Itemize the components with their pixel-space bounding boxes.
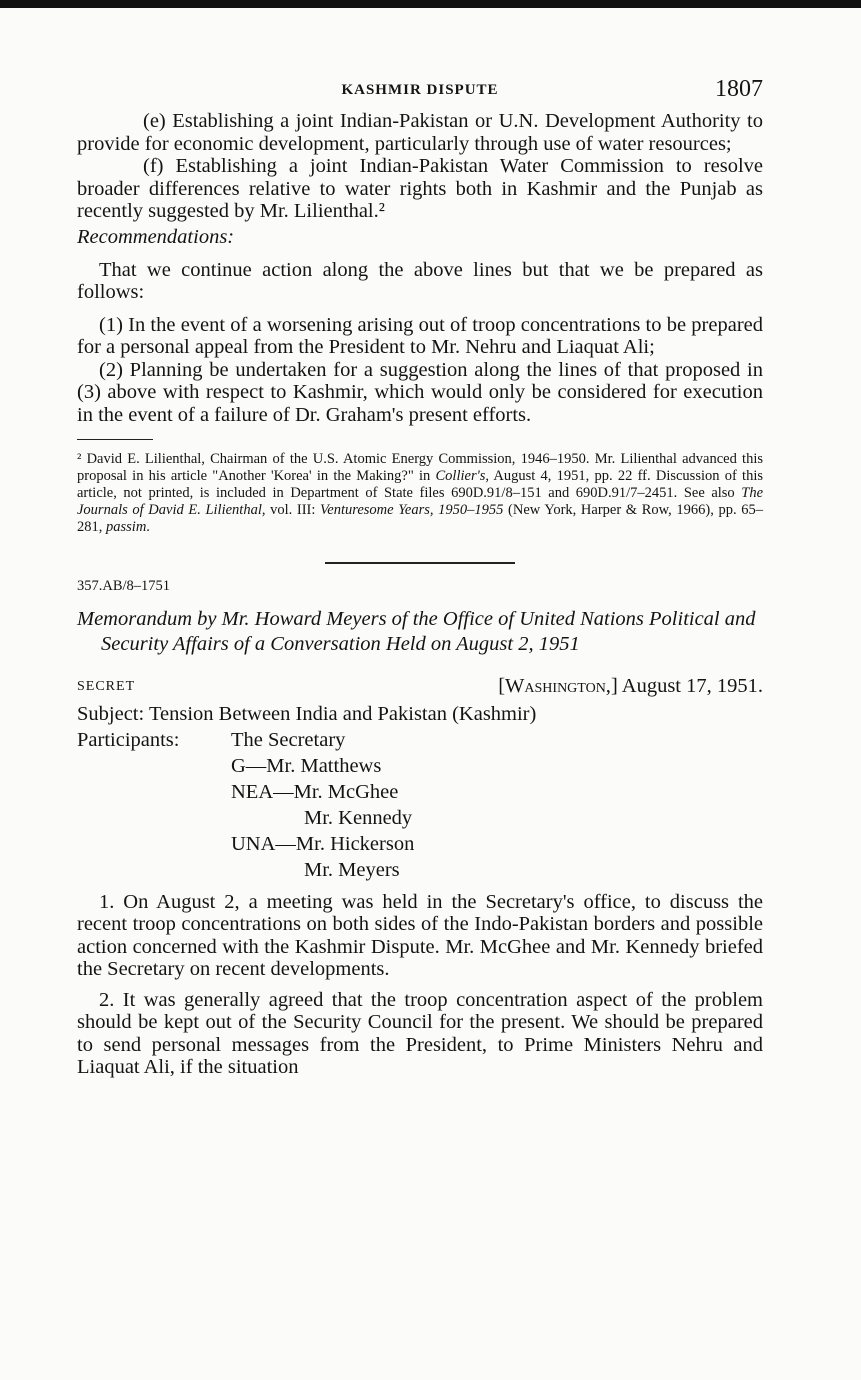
- paragraph-f: (f) Establishing a joint Indian-Pakistan Water Commission to resolve broader differences relative to water rights both in Kashmir and the Punjab as recently suggested by Mr. Lilienthal.²: [77, 155, 763, 222]
- memo-date: [498, 675, 763, 698]
- footnote-venturesome: Venturesome Years, 1950–1955: [320, 502, 504, 518]
- participant-item: UNA—Mr. Hickerson: [231, 832, 415, 855]
- memo-place: Washington,: [505, 674, 611, 697]
- footnote-text-1: ² David E. Lilienthal, Chairman of the U.S. Atomic Energy Commission, 1946–1950. Mr. Lilienthal advanced this proposal in his article "Another 'Korea' in the Making?" in: [77, 451, 763, 484]
- recommendations-body: [77, 259, 763, 427]
- dateline: [77, 675, 763, 701]
- footnote-passim: passim: [106, 519, 147, 535]
- page-number: 1807: [715, 76, 763, 102]
- footnote-text-4: (New York, Harper & Row, 1966), pp. 65–281,: [77, 502, 763, 535]
- recommendations-heading: Recommendations:: [77, 225, 235, 248]
- footnote-divider: [77, 439, 153, 440]
- classification-label: SECRET: [77, 678, 136, 694]
- section-divider: [325, 562, 515, 564]
- footnote-text-5: .: [146, 519, 150, 535]
- memo-subject: Subject: Tension Between India and Pakistan (Kashmir): [77, 702, 537, 725]
- date-bracket-open: [: [498, 674, 506, 697]
- running-title: KASHMIR DISPUTE: [341, 82, 499, 98]
- top-section: [77, 110, 763, 223]
- top-border-rule: [0, 0, 861, 8]
- memo-paragraph-1: 1. On August 2, a meeting was held in the Secretary's office, to discuss the recent troop concentrations on both sides of the Indo-Pakistan borders and possible action concerned with the Kashmir Dispute. Mr. McGhee and Mr. Kennedy briefed the Secretary on recent developments.: [77, 890, 763, 980]
- date-text: ] August 17, 1951.: [610, 674, 763, 697]
- footnote-2: [77, 451, 763, 536]
- memo-paragraph-2: 2. It was generally agreed that the troop concentration aspect of the problem should be kept out of the Security Council for the present. We should be prepared to send personal messages from the President, to Prime Ministers Nehru and Liaquat Ali, if the situation: [77, 988, 763, 1078]
- document-file-id: 357.AB/8–1751: [77, 577, 171, 594]
- participant-item: Mr. Kennedy: [304, 806, 413, 829]
- paragraph-e: (e) Establishing a joint Indian-Pakistan or U.N. Development Authority to provide for economic development, particularly through use of water resources;: [77, 110, 763, 155]
- participants-list: [77, 727, 763, 883]
- memo-title: Memorandum by Mr. Howard Meyers of the Office of United Nations Political and Security Affairs of a Conversation Held on August 2, 1951: [77, 607, 756, 655]
- participant-item: Mr. Meyers: [304, 858, 400, 881]
- document-page: [77, 74, 763, 1079]
- recommendation-item-1: (1) In the event of a worsening arising out of troop concentrations to be prepared for a personal appeal from the President to Mr. Nehru and Liaquat Ali;: [77, 313, 763, 358]
- recommendation-item-2: (2) Planning be undertaken for a suggestion along the lines of that proposed in (3) above with respect to Kashmir, which would only be considered for execution in the event of a failure of Dr. Graham's present efforts.: [77, 358, 763, 426]
- participant-item: NEA—Mr. McGhee: [231, 780, 399, 803]
- footnote-collier: Collier's: [435, 468, 486, 484]
- footnote-journals: The Journals of David E. Lilienthal: [77, 485, 763, 518]
- recommendations-intro: That we continue action along the above lines but that we be prepared as follows:: [77, 258, 763, 303]
- participant-item: G—Mr. Matthews: [231, 754, 382, 777]
- footnote-text-3: , vol. III:: [261, 502, 321, 518]
- memo-body: [77, 891, 763, 1079]
- footnote-text-2: , August 4, 1951, pp. 22 ff. Discussion of this article, not printed, is included in Department of State files 690D.91/8–151 and 690D.91/7–2451. See also: [77, 468, 763, 501]
- participant-item: The Secretary: [231, 728, 346, 751]
- participants-label: Participants:: [77, 728, 180, 751]
- page-header: [77, 74, 763, 110]
